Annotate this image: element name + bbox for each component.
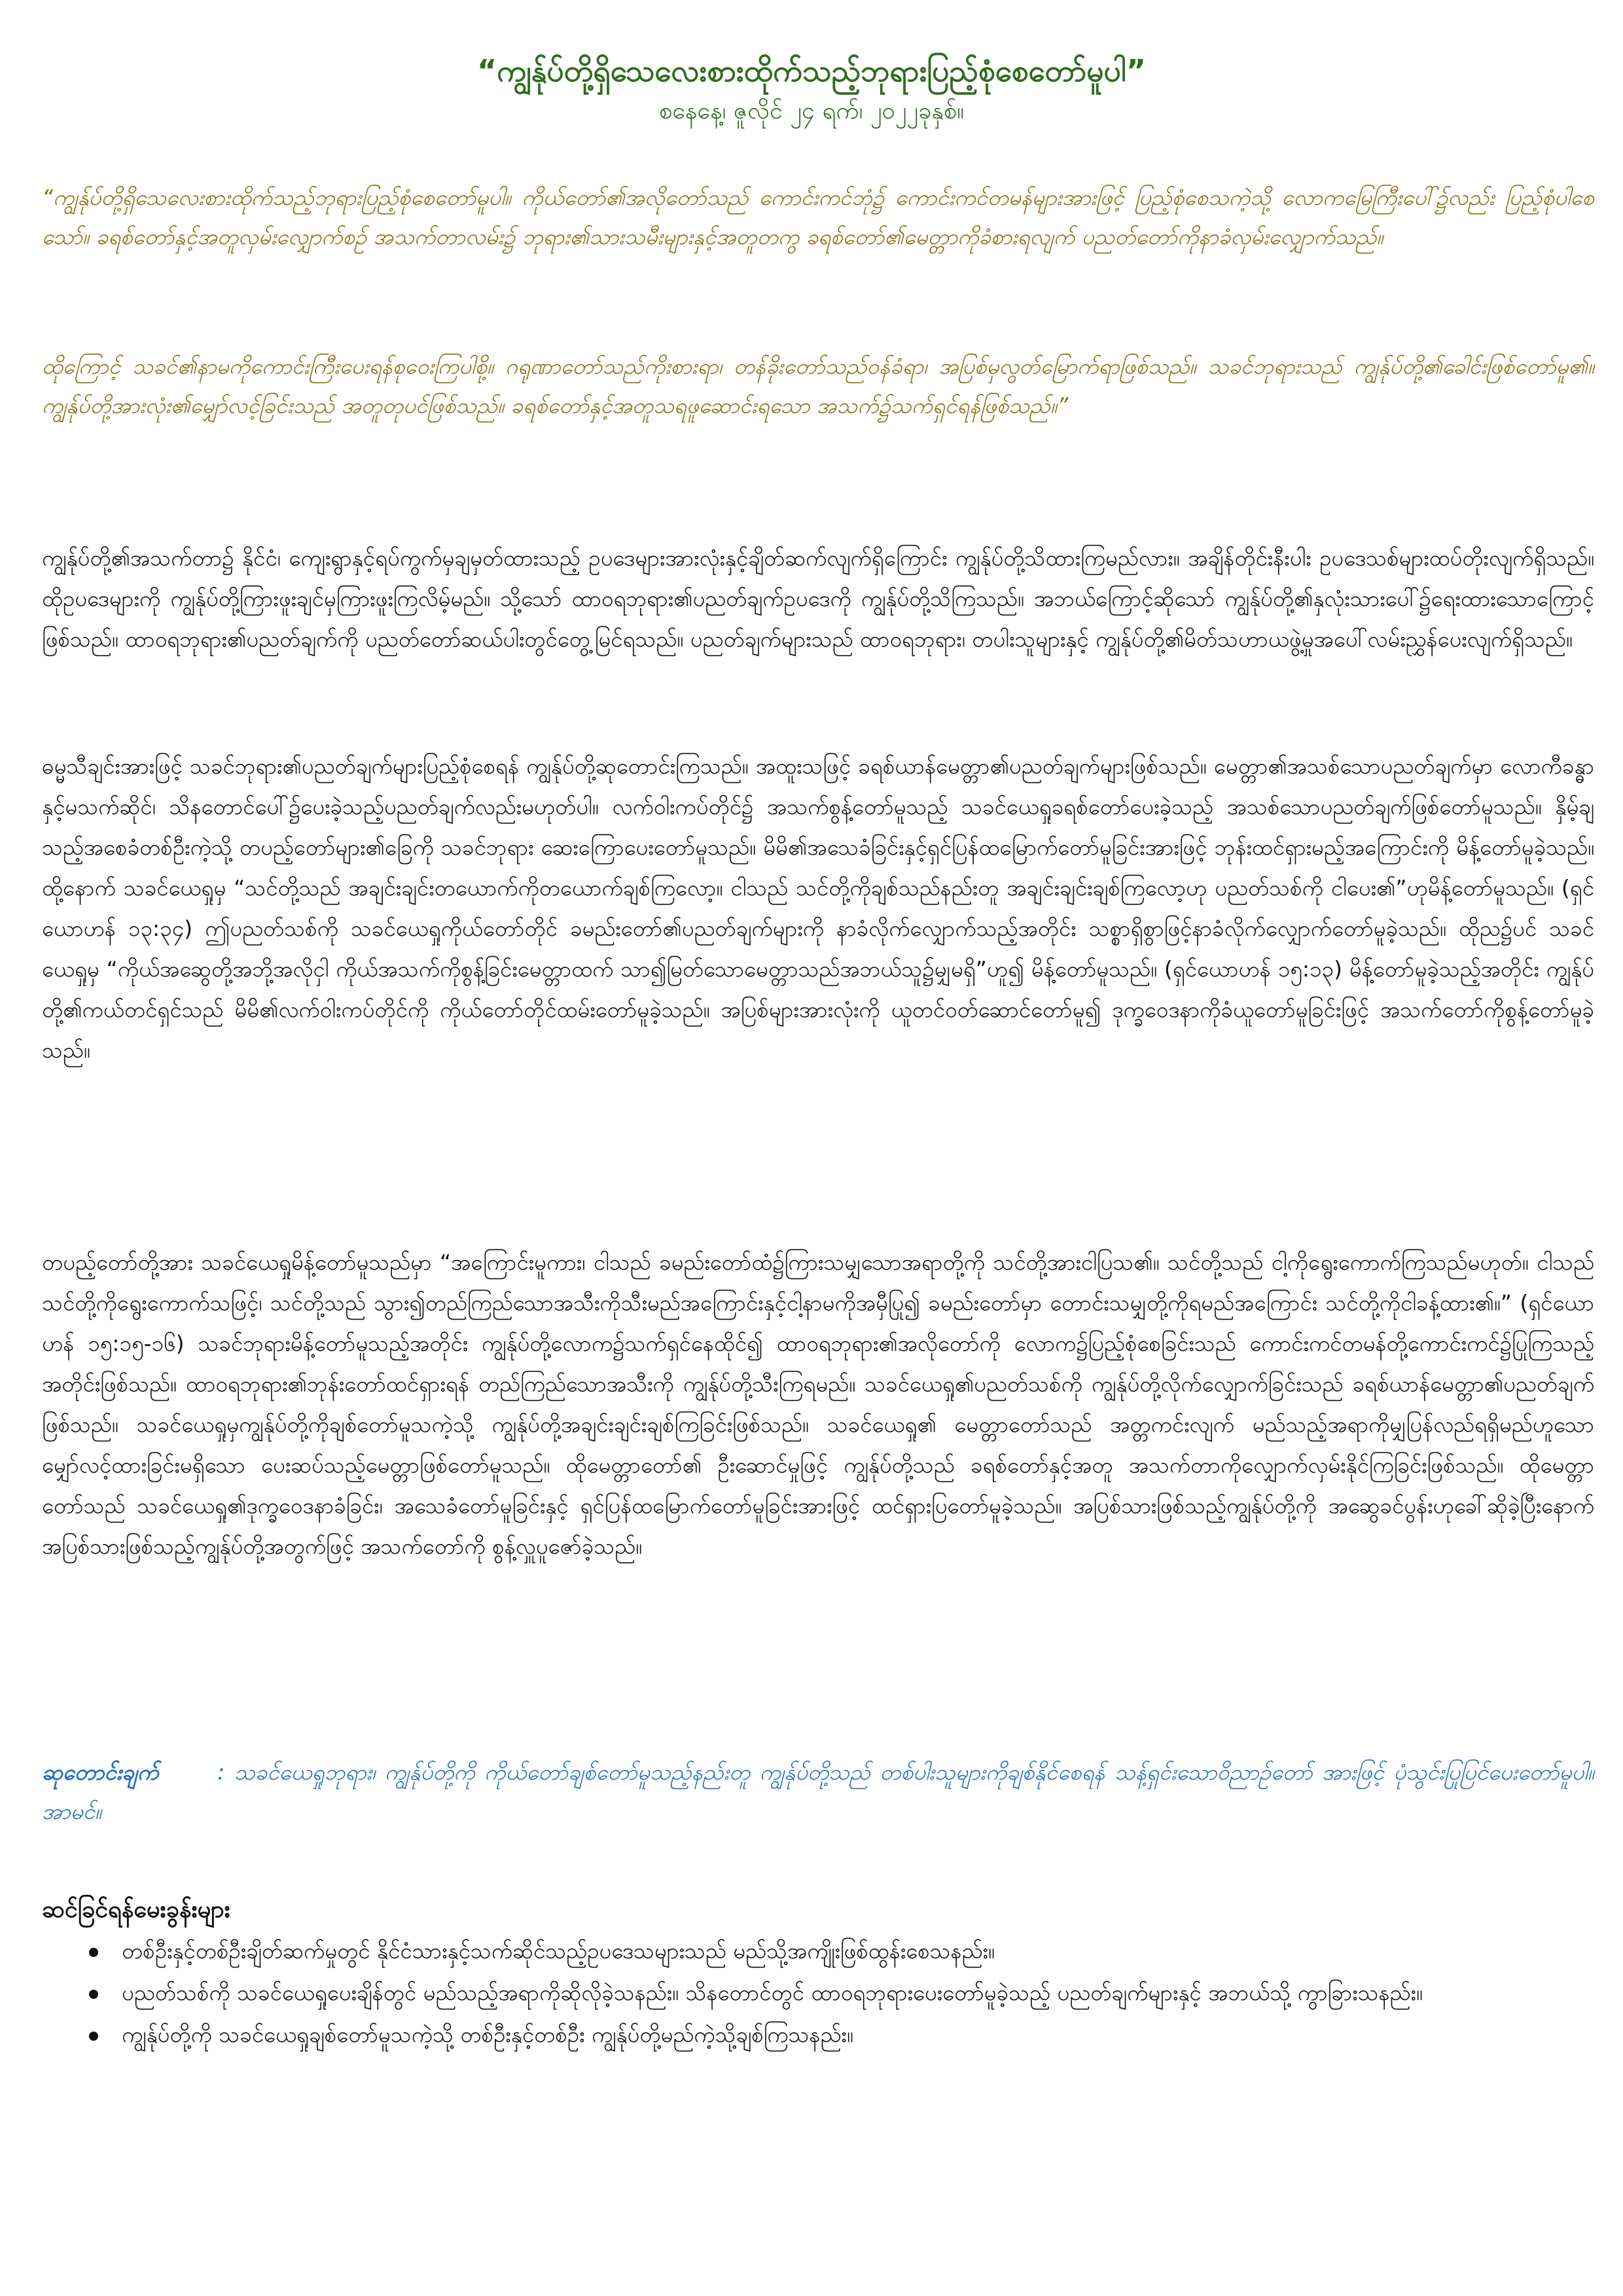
body-paragraph-2: ဓမ္မသီချင်းအားဖြင့် သခင်ဘုရား၏ပညတ်ချက်များပြည့်စုံစေရန် ကျွန်ုပ်တို့ဆုတောင်းကြသည်။ အထူးသဖြင့် ခရစ်ယာန်မေတ္တာ၏ပညတ်ချက်များဖြစ်သည်။ မေတ္တာ၏အသစ်သောပညတ်ချက်မှာ လောကီခန္ဓာနှင့်မသက်ဆိုင်၊ သိနတောင်ပေါ်၌ပေးခဲ့သည့်ပညတ်ချက်လည်းမဟုတ်ပါ။ လက်ဝါးကပ်တိုင်၌ အသက်စွန့်တော်မူသည့် သခင်ယေရှုခရစ်တော်ပေးခဲ့သည့် အသစ်သောပညတ်ချက်ဖြစ်တော်မူသည်။ နှိမ့်ချသည့်အစေခံတစ်ဦးကဲ့သို့ တပည့်တော်များ၏ခြေကို သခင်ဘုရား ဆေးကြောပေးတော်မူသည်။ မိမိ၏အသေခံခြင်းနှင့်ရှင်ပြန်ထမြောက်တော်မူခြင်းအားဖြင့် ဘုန်းထင်ရှားမည့်အကြောင်းကို မိန့်တော်မူခဲ့သည်။ ထို့နောက် သခင်ယေရှုမှ “သင်တို့သည် အချင်းချင်းတယောက်ကိုတယောက်ချစ်ကြလော့။ ငါသည် သင်တို့ကိုချစ်သည်နည်းတူ အချင်းချင်းချစ်ကြလော့ဟု ပညတ်သစ်ကို ငါပေး၏”ဟုမိန့်တော်မူသည်။ (ရှင်ယောဟန် ၁၃:၃၄) ဤပညတ်သစ်ကို သခင်ယေရှုကိုယ်တော်တိုင် ခမည်းတော်၏ပညတ်ချက်များကို နာခံလိုက်လျှောက်သည့်အတိုင်း သစ္စာရှိစွာဖြင့်နာခံလိုက်လျှောက်တော်မူခဲ့သည်။ ထိုည၌ပင် သခင်ယေရှုမှ “ကိုယ်အဆွေတို့အဘို့အလိုငှါ ကိုယ်အသက်ကိုစွန့်ခြင်းမေတ္တာထက် သာ၍မြတ်သောမေတ္တာသည်အဘယ်သူ၌မျှမရှိ”ဟူ၍ မိန့်တော်မူသည်။ (ရှင်ယောဟန် ၁၅:၁၃) မိန့်တော်မူခဲ့သည့်အတိုင်း ကျွန်ုပ်တို့၏ကယ်တင်ရှင်သည် မိမိ၏လက်ဝါးကပ်တိုင်ကို ကိုယ်တော်တိုင်ထမ်းတော်မူခဲ့သည်။ အပြစ်များအားလုံးကို ယူတင်ဝတ်ဆောင်တော်မူ၍ ဒုက္ခဝေဒနာကိုခံယူတော်မူခြင်းဖြင့် အသက်တော်ကိုစွန့်တော်မူခဲ့သည်။ [42, 753, 1594, 1063]
question-text: တစ်ဦးနှင့်တစ်ဦးချိတ်ဆက်မှုတွင် နိုင်ငံသားနှင့်သက်ဆိုင်သည့်ဥပဒေသများသည် မည်သို့အကျိုးဖြစ်ထွန်းစေသနည်း။ [122, 1938, 995, 1964]
page-title: “ကျွန်ုပ်တို့ရှိသေလေးစားထိုက်သည့်ဘုရားပြည့်စုံစေတော်မူပါ” [477, 53, 1146, 88]
header [0, 51, 1623, 128]
bullet-icon [89, 1948, 98, 1957]
quote-paragraph-1: “ကျွန်ုပ်တို့ရှိသေလေးစားထိုက်သည့်ဘုရားပြည့်စုံစေတော်မူပါ။ ကိုယ်တော်၏အလိုတော်သည် ကောင်းကင်ဘုံ၌ ကောင်းကင်တမန်များအားဖြင့် ပြည့်စုံစေသကဲ့သို့ လောကမြေကြီးပေါ်၌လည်း ပြည့်စုံပါစေသော်။ ခရစ်တော်နှင့်အတူလှမ်းလျှောက်စဉ် အသက်တာလမ်း၌ ဘုရား၏သားသမီးများနှင့်အတူတကွ ခရစ်တော်၏မေတ္တာကိုခံစားရလျက် ပညတ်တော်ကိုနာခံလှမ်းလျှောက်သည်။ [42, 185, 1594, 249]
bullet-icon [89, 1990, 98, 1999]
question-text: ကျွန်ုပ်တို့ကို သခင်ယေရှုချစ်တော်မူသကဲ့သို့ တစ်ဦးနှင့်တစ်ဦး ကျွန်ုပ်တို့မည်ကဲ့သို့ချစ်ကြသနည်း။ [122, 2022, 853, 2047]
body-paragraph-3: တပည့်တော်တို့အား သခင်ယေရှုမိန့်တော်မူသည်မှာ “အကြောင်းမူကား၊ ငါသည် ခမည်းတော်ထံ၌ကြားသမျှသောအရာတို့ကို သင်တို့အားငါပြသ၏။ သင်တို့သည် ငါ့ကိုရွေးကောက်ကြသည်မဟုတ်။ ငါသည် သင်တို့ကိုရွေးကောက်သဖြင့်၊ သင်တို့သည် သွား၍တည်ကြည်သောအသီးကိုသီးမည်အကြောင်းနှင့်ငါ့နာမကိုအမှီပြု၍ ခမည်းတော်မှာ တောင်းသမျှတို့ကိုရမည်အကြောင်း သင်တို့ကိုငါခန့်ထား၏။” (ရှင်ယောဟန် ၁၅:၁၅-၁၆) သခင်ဘုရားမိန့်တော်မူသည့်အတိုင်း ကျွန်ုပ်တို့လောက၌သက်ရှင်နေထိုင်၍ ထာဝရဘုရား၏အလိုတော်ကို လောက၌ပြည့်စုံစေခြင်းသည် ကောင်းကင်တမန်တို့ကောင်းကင်၌ပြုကြသည့်အတိုင်းဖြစ်သည်။ ထာဝရဘုရား၏ဘုန်းတော်ထင်ရှားရန် တည်ကြည်သောအသီးကို ကျွန်ုပ်တို့သီးကြရမည်။ သခင်ယေရှု၏ပညတ်သစ်ကို ကျွန်ုပ်တို့လိုက်လျှောက်ခြင်းသည် ခရစ်ယာန်မေတ္တာ၏ပညတ်ချက်ဖြစ်သည်။ သခင်ယေရှုမှကျွန်ုပ်တို့ကိုချစ်တော်မူသကဲ့သို့ ကျွန်ုပ်တို့အချင်းချင်းချစ်ကြခြင်းဖြစ်သည်။ သခင်ယေရှု၏ မေတ္တာတော်သည် အတ္တကင်းလျက် မည်သည့်အရာကိုမျှပြန်လည်ရရှိမည်ဟူသော မျှော်လင့်ထားခြင်းမရှိသော ပေးဆပ်သည့်မေတ္တာဖြစ်တော်မူသည်။ ထိုမေတ္တာတော်၏ ဦးဆောင်မှုဖြင့် ကျွန်ုပ်တို့သည် ခရစ်တော်နှင့်အတူ အသက်တာကိုလျှောက်လှမ်းနိုင်ကြခြင်းဖြစ်သည်။ ထိုမေတ္တာတော်သည် သခင်ယေရှု၏ဒုက္ခဝေဒနာခံခြင်း၊ အသေခံတော်မူခြင်းနှင့် ရှင်ပြန်ထမြောက်တော်မူခြင်းအားဖြင့် ထင်ရှားပြတော်မူခဲ့သည်။ အပြစ်သားဖြစ်သည့်ကျွန်ုပ်တို့ကို အဆွေခင်ပွန်းဟုခေါ်ဆိုခဲ့ပြီးနောက် အပြစ်သားဖြစ်သည့်ကျွန်ုပ်တို့အတွက်ဖြင့် အသက်တော်ကို စွန့်လှူပူဇော်ခဲ့သည်။ [42, 1249, 1594, 1559]
quote-paragraph-2: ထိုကြောင့် သခင်၏နာမကိုကောင်းကြီးပေးရန်စုဝေးကြပါစို့။ ဂရုဏာတော်သည်ကိုးစားရာ၊ တန်ခိုးတော်သည်ဝန်ခံရာ၊ အပြစ်မှလွတ်မြောက်ရာဖြစ်သည်။ သခင်ဘုရားသည် ကျွန်ုပ်တို့၏ခေါင်းဖြစ်တော်မူ၏။ ကျွန်ုပ်တို့အားလုံး၏မျှော်လင့်ခြင်းသည် အတူတုပင်ဖြစ်သည်။ ခရစ်တော်နှင့်အတူသရဖူဆောင်းရသော အသက်၌သက်ရှင်ရန်ဖြစ်သည်။” [42, 353, 1594, 418]
list-item [42, 1973, 1594, 2013]
prayer-text: : သခင်ယေရှုဘုရား၊ ကျွန်ုပ်တို့ကို ကိုယ်တော်ချစ်တော်မူသည့်နည်းတူ ကျွန်ုပ်တို့သည် တစ်ပါးသူများကိုချစ်နိုင်စေရန် သန့်ရှင်းသောဝိညာဉ်တော် အားဖြင့် ပုံသွင်းပြုပြင်ပေးတော်မူပါ။ အာမင်။ [42, 1759, 1594, 1824]
question-text: ပညတ်သစ်ကို သခင်ယေရှုပေးချိန်တွင် မည်သည့်အရာကိုဆိုလိုခဲ့သနည်း။ သိနတောင်တွင် ထာဝရဘုရားပေးတော်မူခဲ့သည့် ပညတ်ချက်များနှင့် အဘယ်သို့ ကွာခြားသနည်း။ [122, 1980, 1423, 2005]
date-line: စနေနေ့၊ ဇူလိုင် ၂၄ ရက်၊ ၂၀၂၂ခုနှစ်။ [658, 98, 965, 124]
questions-heading: ဆင်ခြင်ရန်မေးခွန်းများ [42, 1896, 230, 1923]
list-item [42, 1931, 1594, 1971]
list-item [42, 2015, 1594, 2055]
bullet-icon [89, 2032, 98, 2041]
body-paragraph-1: ကျွန်ုပ်တို့၏အသက်တာ၌ နိုင်ငံ၊ ကျေးရွာနှင့်ရပ်ကွက်မှချမှတ်ထားသည့် ဥပဒေများအားလုံးနှင့်ချိတ်ဆက်လျက်ရှိကြောင်း ကျွန်ုပ်တို့သိထားကြမည်လား။ အချိန်တိုင်းနီးပါး ဥပဒေသစ်များထပ်တိုးလျက်ရှိသည်။ ထိုဥပဒေများကို ကျွန်ုပ်တို့ကြားဖူးချင်မှကြားဖူးကြလိမ့်မည်။ သို့သော် ထာဝရဘုရား၏ပညတ်ချက်ဥပဒေကို ကျွန်ုပ်တို့သိကြသည်။ အဘယ်ကြောင့်ဆိုသော် ကျွန်ုပ်တို့၏နှလုံးသားပေါ်၌ရေးထားသောကြောင့်ဖြစ်သည်။ ထာဝရဘုရား၏ပညတ်ချက်ကို ပညတ်တော်ဆယ်ပါးတွင်တွေ့မြင်ရသည်။ ပညတ်ချက်များသည် ထာဝရဘုရား၊ တပါးသူများနှင့် ကျွန်ုပ်တို့၏မိတ်သဟာယဖွဲ့မှုအပေါ်လမ်းညွှန်ပေးလျက်ရှိသည်။ [42, 545, 1594, 652]
questions-list [42, 1931, 1594, 2056]
prayer [42, 1753, 1594, 1831]
prayer-label: ဆုတောင်းချက် [42, 1759, 159, 1785]
